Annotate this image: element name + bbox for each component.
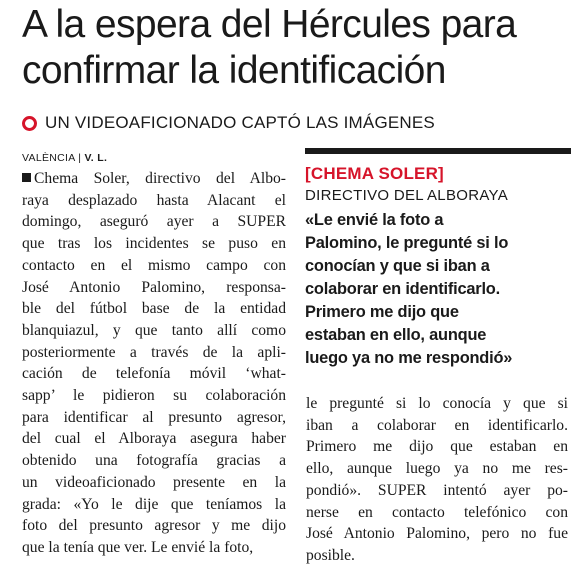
quote-line-text: Palomino, le pregunté si lo — [305, 234, 509, 252]
body-right-line-text: nerse en contacto telefónico con — [306, 503, 568, 521]
quote-line-text: conocían y que si iban a — [305, 257, 490, 275]
body-left-line-text: del cual el Alboraya asegura haber — [22, 430, 286, 448]
quote-line — [305, 301, 571, 324]
byline-author: V. L. — [84, 152, 108, 164]
body-left-line-text: cación de telefonía móvil ‘what- — [22, 365, 286, 383]
quote-line — [305, 347, 571, 370]
body-left-line — [22, 255, 286, 277]
byline-separator: | — [74, 152, 85, 164]
body-right-line — [306, 545, 568, 567]
byline-place: VALÈNCIA — [22, 152, 75, 164]
body-right-line — [306, 502, 568, 524]
body-left-line — [22, 515, 286, 537]
paragraph-start-square-icon — [22, 173, 31, 182]
body-left-line — [22, 450, 286, 472]
headline-line-2: confirmar la identificación — [22, 49, 446, 92]
body-left-line-text: foto del presunto agresor y me dijo — [22, 517, 286, 535]
quote-line-text: luego ya no me respondió» — [305, 349, 513, 367]
article-body-right-column — [306, 393, 568, 567]
body-right-line — [306, 523, 568, 545]
body-left-line-text: sapp’ le pidieron su colaboración — [22, 387, 286, 405]
body-left-line-text: para identificar al presunto agresor, — [22, 408, 286, 426]
body-right-line — [306, 393, 568, 415]
body-left-line — [22, 168, 286, 190]
pull-quote-text — [305, 209, 571, 370]
body-left-line — [22, 342, 286, 364]
body-left-line-text: contacto en el mismo campo con — [22, 256, 286, 274]
body-right-line-text: le pregunté si lo conocía y que si — [306, 395, 568, 412]
body-left-line — [22, 190, 286, 212]
headline-line-1: A la espera del Hércules para — [22, 3, 517, 46]
headline — [22, 2, 568, 94]
quote-speaker-role: DIRECTIVO DEL ALBORAYA — [305, 187, 509, 204]
body-right-line-text: ello, aunque luego ya no me res- — [306, 460, 568, 478]
body-left-line — [22, 537, 286, 559]
quote-line — [305, 255, 571, 278]
byline — [22, 152, 107, 164]
body-right-line-text: José Antonio Palomino, pero no fue — [306, 525, 568, 543]
body-left-line-text: que la tenía que ver. Le envié la foto, — [22, 538, 254, 556]
body-left-line-text: raya desplazado hasta Alacant el — [22, 191, 286, 209]
body-right-line-text: iban a colaborar en identificarlo. — [306, 416, 568, 434]
body-left-line — [22, 407, 286, 429]
body-right-line-text: Primero me dijo que estaban en — [306, 438, 568, 456]
body-left-line — [22, 385, 286, 407]
quote-line-text: Primero me dijo que — [305, 303, 459, 321]
body-left-line-text: grada: «Yo le dije que teníamos la — [22, 495, 286, 513]
article-body-left-column — [22, 168, 286, 559]
body-left-line — [22, 494, 286, 516]
body-left-line — [22, 363, 286, 385]
body-left-line — [22, 320, 286, 342]
body-left-line-text: obtenido una fotografía gracias a — [22, 452, 286, 470]
body-left-line-text: domingo, aseguró ayer a SUPER — [22, 213, 286, 231]
pull-quote-box — [305, 148, 571, 380]
body-right-line — [306, 480, 568, 502]
body-left-line — [22, 298, 286, 320]
quote-line — [305, 232, 571, 255]
body-left-line — [22, 277, 286, 299]
body-left-line — [22, 428, 286, 450]
quote-speaker-name: [CHEMA SOLER] — [305, 164, 444, 183]
body-right-line — [306, 458, 568, 480]
quote-line-text: «Le envié la foto a — [305, 211, 444, 229]
body-right-line-text: posible. — [306, 546, 355, 564]
quote-line — [305, 209, 571, 232]
quote-line — [305, 324, 571, 347]
quote-line-text: estaban en ello, aunque — [305, 326, 487, 344]
body-left-line-text: posteriormente a través de la apli- — [22, 343, 286, 361]
body-right-line — [306, 436, 568, 458]
body-left-line — [22, 233, 286, 255]
body-left-line-text: blanquiazul, y que tanto allí como — [22, 321, 286, 339]
body-left-line-text: Chema Soler, directivo del Albo- — [34, 170, 286, 187]
subheadline-text: UN VIDEOAFICIONADO CAPTÓ LAS IMÁGENES — [45, 113, 435, 132]
body-left-line — [22, 211, 286, 233]
body-right-line-text: pondió». SUPER intentó ayer po- — [306, 481, 568, 499]
body-left-line-text: José Antonio Palomino, responsa- — [22, 278, 286, 296]
body-left-line-text: que tras los incidentes se puso en — [22, 235, 286, 253]
body-left-line — [22, 472, 286, 494]
subheadline — [22, 113, 568, 133]
body-left-line-text: ble del fútbol base de la entidad — [22, 300, 286, 318]
quote-line-text: colaborar en identificarlo. — [305, 280, 500, 298]
quote-line — [305, 278, 571, 301]
body-right-line — [306, 415, 568, 437]
body-left-line-text: un videoaficionado presente en la — [22, 473, 286, 491]
ring-bullet-icon — [22, 116, 37, 131]
